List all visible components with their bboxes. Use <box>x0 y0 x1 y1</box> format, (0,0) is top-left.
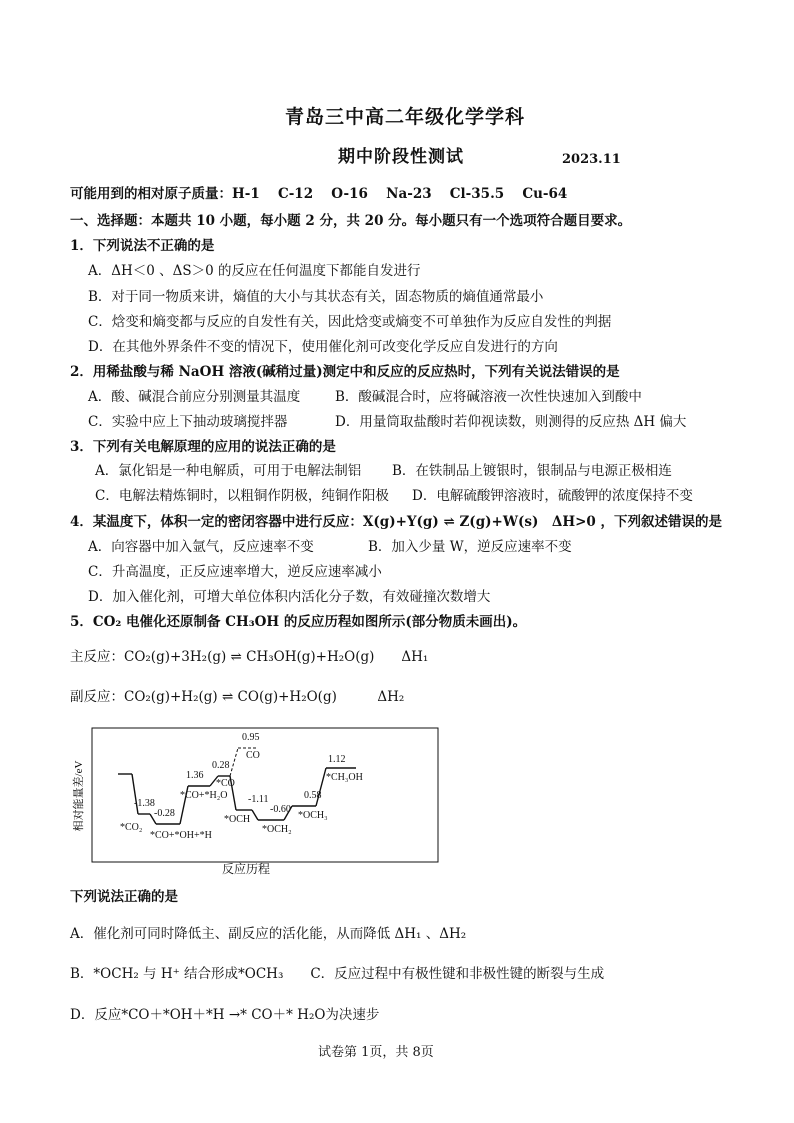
reaction-energy-diagram <box>70 726 440 874</box>
energy-label: -0.60 <box>270 804 291 815</box>
question-2-stem: 2．用稀盐酸与稀 NaOH 溶液(碱稍过量)测定中和反应的反应热时，下列有关说法错误的是 <box>70 364 620 380</box>
question-1-option-b: B．对于同一物质来讲，熵值的大小与其状态有关，固态物质的熵值通常最小 <box>88 289 544 305</box>
section-header: 一、选择题：本题共 10 小题，每小题 2 分，共 20 分。每小题只有一个选项符合题目要求。 <box>70 213 632 229</box>
exam-date: 2023.11 <box>562 152 621 167</box>
main-reaction: 主反应：CO₂(g)+3H₂(g) ⇌ CH₃OH(g)+H₂O(g) ΔH₁ <box>70 649 429 665</box>
question-5-option-bc: B．*OCH₂ 与 H⁺ 结合形成*OCH₃ C．反应过程中有极性键和非极性键的断裂与生成 <box>70 966 605 982</box>
question-2-option-a: A．酸、碱混合前应分别测量其温度 <box>88 389 301 405</box>
species-label: CO <box>246 750 260 761</box>
question-3-option-c: C．电解法精炼铜时，以粗铜作阴极，纯铜作阳极 <box>95 488 389 504</box>
question-2-option-d: D．用量筒取盐酸时若仰视读数，则测得的反应热 ΔH 偏大 <box>335 414 687 430</box>
side-reaction: 副反应：CO₂(g)+H₂(g) ⇌ CO(g)+H₂O(g) ΔH₂ <box>70 689 405 705</box>
question-1-stem: 1．下列说法不正确的是 <box>70 238 215 254</box>
energy-label: 0.28 <box>212 760 230 771</box>
species-label: *OCH <box>224 814 251 825</box>
question-3-stem: 3．下列有关电解原理的应用的说法正确的是 <box>70 439 336 455</box>
question-4-option-c: C．升高温度，正反应速率增大，逆反应速率减小 <box>88 564 382 580</box>
species-label: *OCH₃ <box>298 810 328 821</box>
question-1-option-a: A．ΔH＜0 、ΔS＞0 的反应在任何温度下都能自发进行 <box>88 263 421 279</box>
question-4-stem: 4．某温度下，体积一定的密闭容器中进行反应：X(g)+Y(g) ⇌ Z(g)+W(s) ΔH>0 ，下列叙述错误的是 <box>70 514 723 530</box>
question-3-option-d: D．电解硫酸钾溶液时，硫酸钾的浓度保持不变 <box>412 488 693 504</box>
species-label: *CH₃OH <box>326 772 363 783</box>
page-title: 青岛三中高二年级化学学科 <box>285 106 526 128</box>
question-4-option-d: D．加入催化剂，可增大单位体积内活化分子数，有效碰撞次数增大 <box>88 589 491 605</box>
question-5-option-d: D．反应*CO＋*OH＋*H →* CO＋* H₂O为决速步 <box>70 1007 380 1023</box>
energy-label: 0.58 <box>304 790 322 801</box>
species-label: *OCH₂ <box>262 824 292 835</box>
species-label: *CO+*OH+*H <box>150 830 212 841</box>
diagram-xlabel: 反应历程 <box>222 862 271 876</box>
energy-label: 1.36 <box>186 770 204 781</box>
question-4-option-b: B．加入少量 W，逆反应速率不变 <box>368 539 572 555</box>
question-5-prompt: 下列说法正确的是 <box>70 889 178 905</box>
question-1-option-d: D．在其他外界条件不变的情况下，使用催化剂可改变化学反应自发进行的方向 <box>88 339 558 355</box>
question-5-option-a: A．催化剂可同时降低主、副反应的活化能，从而降低 ΔH₁ 、ΔH₂ <box>70 926 467 942</box>
energy-label: -1.38 <box>134 798 155 809</box>
question-3-option-a: A．氯化铝是一种电解质，可用于电解法制铝 <box>95 463 362 479</box>
energy-label: -0.28 <box>154 808 175 819</box>
energy-label: 1.12 <box>328 754 346 765</box>
page-subtitle: 期中阶段性测试 <box>338 147 464 167</box>
page-footer: 试卷第 1页，共 8页 <box>318 1045 434 1060</box>
species-label: *CO <box>216 778 235 789</box>
energy-label: -1.11 <box>248 794 269 805</box>
energy-label: 0.95 <box>242 732 260 743</box>
species-label: *CO₂ <box>120 822 143 833</box>
species-label: *CO+*H₂O <box>180 790 228 801</box>
question-4-option-a: A．向容器中加入氩气，反应速率不变 <box>88 539 314 555</box>
diagram-ylabel: 相对能量差/eV <box>73 760 85 832</box>
question-5-stem: 5．CO₂ 电催化还原制备 CH₃OH 的反应历程如图所示(部分物质未画出)。 <box>70 614 527 630</box>
question-2-option-c: C．实验中应上下抽动玻璃搅拌器 <box>88 414 288 430</box>
question-3-option-b: B．在铁制品上镀银时，银制品与电源正极相连 <box>392 463 672 479</box>
question-1-option-c: C．焓变和熵变都与反应的自发性有关，因此焓变或熵变不可单独作为反应自发性的判据 <box>88 314 612 330</box>
atomic-masses: 可能用到的相对原子质量：H-1 C-12 O-16 Na-23 Cl-35.5 Cu-64 <box>70 186 568 202</box>
question-2-option-b: B．酸碱混合时，应将碱溶液一次性快速加入到酸中 <box>335 389 642 405</box>
